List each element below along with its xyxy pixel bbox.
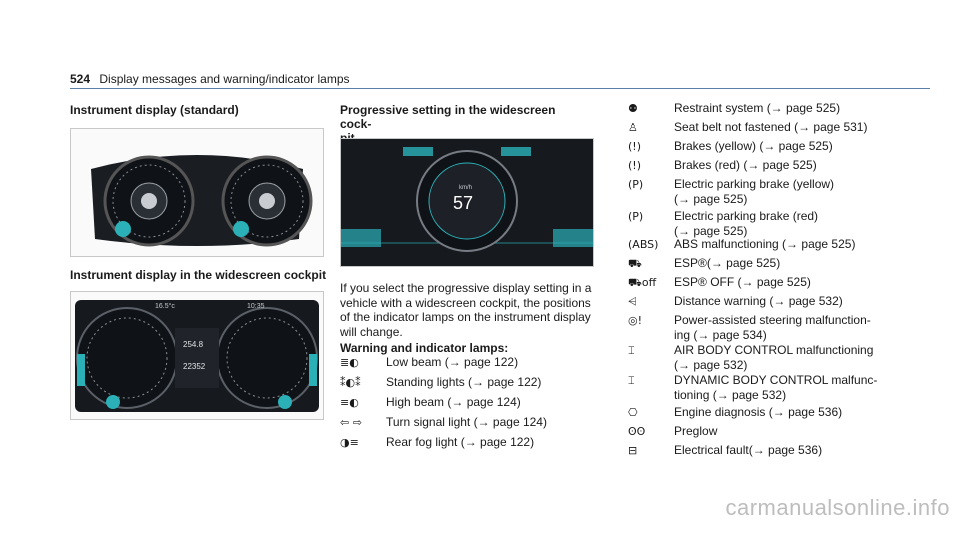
lamp-label: AIR BODY CONTROL malfunctioning (→ page 532) [674, 343, 874, 372]
lamp-label: Electric parking brake (yellow) (→ page 525) [674, 177, 835, 206]
widescreen-display-illustration [71, 292, 323, 419]
lamp-label: Electrical fault(→ page 536) [674, 443, 823, 457]
lamp-row-parking-brake-yellow [628, 177, 834, 207]
lamp-label: Preglow [674, 424, 718, 438]
lamp-row-rear-fog [340, 435, 534, 450]
air-body-control-icon: ⌶ [628, 344, 635, 357]
brakes-yellow-icon: (!) [628, 140, 641, 153]
lamp-row-preglow [628, 424, 717, 439]
distance-warning-icon: ⩤ [628, 295, 637, 308]
lamp-label: Low beam (→ page 122) [386, 355, 519, 369]
lamp-label: ESP®(→ page 525) [674, 256, 781, 270]
heading-standard-display: Instrument display (standard) [70, 103, 239, 117]
watermark: carmanualsonline.info [725, 495, 950, 520]
lamp-label: Electric parking brake (red) (→ page 525) [674, 209, 819, 238]
image-widescreen-display [70, 291, 324, 420]
lamp-row-restraint [628, 101, 840, 116]
lamp-row-power-steering [628, 313, 871, 343]
heading-progressive-setting: Progressive setting in the widescreen cock- [340, 103, 556, 131]
lamp-row-brakes-red [628, 158, 817, 173]
restraint-system-icon: ⚉ [628, 102, 638, 115]
high-beam-icon: ≡◐ [340, 396, 359, 409]
page-number: 524 [70, 72, 91, 86]
dynamic-body-control-icon: ⌶ [628, 374, 635, 387]
low-beam-icon: ≣◐ [340, 356, 359, 369]
lamp-row-low-beam [340, 355, 518, 370]
engine-diagnosis-icon: ⎔ [628, 406, 638, 419]
heading-widescreen-display: Instrument display in the widescreen cockpit [70, 268, 327, 282]
preglow-icon: ʘʘ [628, 425, 646, 438]
lamp-row-esp [628, 256, 780, 271]
lamp-label: Power-assisted steering malfunction- ing (→ page 534) [674, 313, 871, 342]
turn-signal-icon: ⇦ ⇨ [340, 416, 362, 429]
lamp-label: ESP® OFF (→ page 525) [674, 275, 811, 289]
lamp-label: ABS malfunctioning (→ page 525) [674, 237, 856, 251]
widescreen-odometer: 22352 [183, 362, 206, 371]
lamp-label: Distance warning (→ page 532) [674, 294, 843, 308]
widescreen-trip: 254.8 [183, 340, 204, 349]
heading-warning-lamps: Warning and indicator lamps: [340, 341, 509, 355]
rear-fog-icon: ◑≡ [340, 436, 359, 449]
header-rule [70, 88, 930, 89]
progressive-speed: 57 [453, 193, 474, 213]
lamp-label: DYNAMIC BODY CONTROL malfunc- tioning (→ page 532) [674, 373, 878, 402]
brakes-red-icon: (!) [628, 159, 641, 172]
standing-lights-icon: ⁑◐⁑ [340, 376, 361, 389]
lamp-label: Restraint system (→ page 525) [674, 101, 841, 115]
lamp-list-col2 [340, 355, 600, 465]
progressive-description: If you select the progressive display setting in a vehicle with a widescreen cockpit, the positions of the indicator lamps on the instrument display will change. [340, 281, 592, 339]
image-standard-display [70, 128, 324, 257]
lamp-label: High beam (→ page 124) [386, 395, 521, 409]
lamp-row-esp-off [628, 275, 811, 290]
lamp-row-parking-brake-red [628, 209, 818, 239]
parking-brake-yellow-icon: (P) [628, 178, 644, 191]
page-header-title: Display messages and warning/indicator lamps [99, 72, 350, 86]
lamp-row-abs [628, 237, 855, 252]
esp-off-icon: ⛟off [628, 276, 657, 289]
seat-belt-icon: ♙ [628, 121, 638, 134]
lamp-list-col3 [628, 101, 948, 461]
esp-icon: ⛟ [628, 257, 642, 270]
lamp-label: Brakes (red) (→ page 525) [674, 158, 817, 172]
lamp-row-standing-lights [340, 375, 541, 390]
lamp-row-engine-diagnosis [628, 405, 842, 420]
electrical-fault-icon: ⊟ [628, 444, 638, 457]
widescreen-temperature: 16.5°c [155, 303, 175, 310]
lamp-row-seat-belt [628, 120, 867, 135]
lamp-label: Brakes (yellow) (→ page 525) [674, 139, 833, 153]
standard-display-illustration [71, 129, 323, 256]
lamp-row-distance-warning [628, 294, 843, 309]
page-header [70, 72, 350, 86]
lamp-row-turn-signal [340, 415, 547, 430]
progressive-speed-unit: km/h [459, 185, 473, 191]
power-steering-icon: ◎! [628, 314, 643, 327]
lamp-row-brakes-yellow [628, 139, 833, 154]
image-progressive-display [340, 138, 594, 267]
widescreen-clock: 10:35 [247, 303, 265, 310]
lamp-row-air-body-control [628, 343, 873, 373]
lamp-row-electrical-fault [628, 443, 822, 458]
parking-brake-red-icon: (P) [628, 210, 644, 223]
lamp-label: Engine diagnosis (→ page 536) [674, 405, 843, 419]
lamp-row-dynamic-body-control [628, 373, 877, 403]
lamp-label: Turn signal light (→ page 124) [386, 415, 547, 429]
lamp-label: Seat belt not fastened (→ page 531) [674, 120, 868, 134]
abs-icon: (ABS) [628, 238, 659, 251]
lamp-label: Rear fog light (→ page 122) [386, 435, 535, 449]
lamp-label: Standing lights (→ page 122) [386, 375, 542, 389]
lamp-row-high-beam [340, 395, 521, 410]
